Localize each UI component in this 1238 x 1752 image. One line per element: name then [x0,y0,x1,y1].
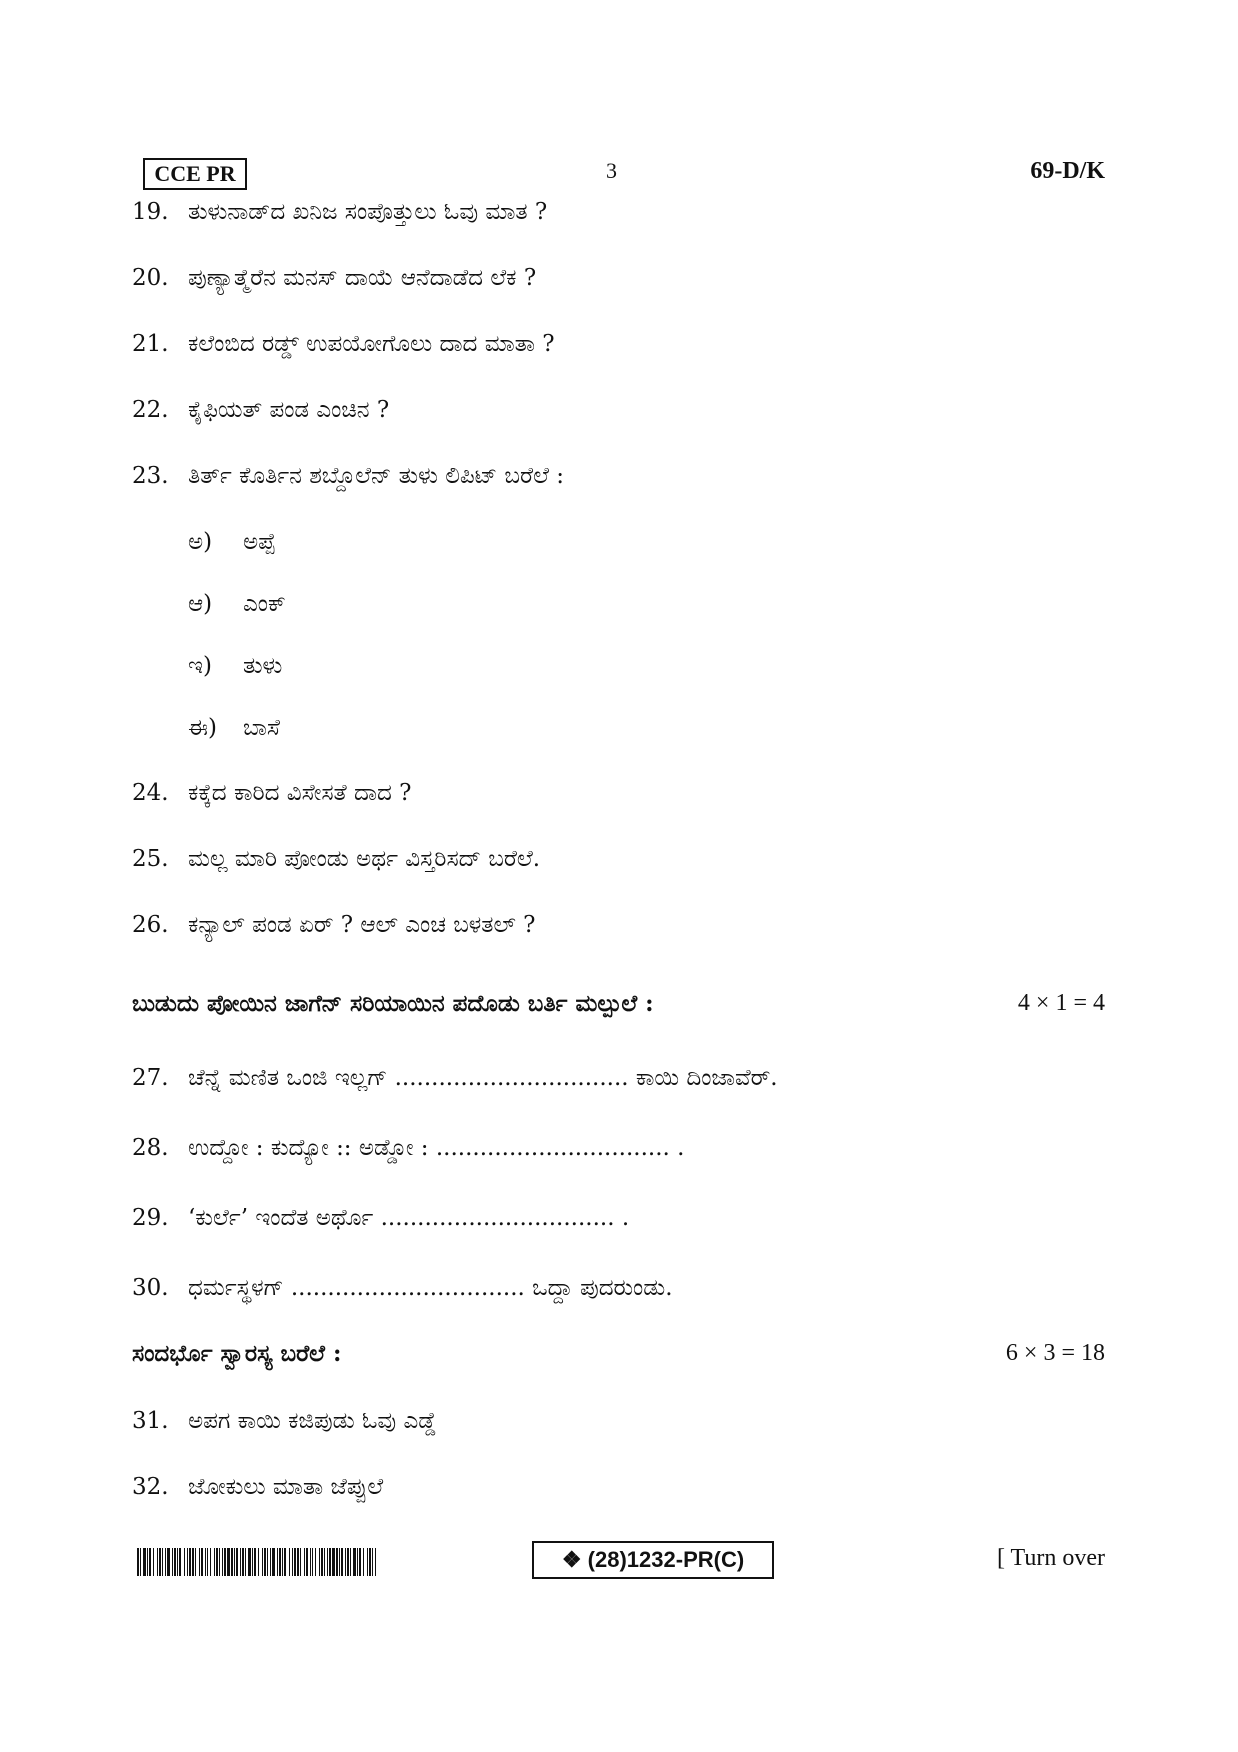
question-19: 19. ತುಳುನಾಡ್‌ದ ಖನಿಜ ಸಂಪೊತ್ತುಲು ಓವು ಮಾತ ? [132,199,548,225]
page-number: 3 [606,158,617,183]
barcode [137,1548,381,1576]
turn-over-label: [ Turn over [996,1545,1105,1571]
question-26: 26. ಕನ್ಯಾಲ್ ಪಂಡ ಏರ್ ? ಆಲ್ ಎಂಚ ಬಳತಲ್ ? [132,912,536,938]
option-b: ಆ) ಎಂಕ್ [188,591,286,617]
question-27: 27. ಚೆನ್ನೆ ಮಣಿತ ಒಂಜಿ ಇಲ್ಲಗ್ ................................ ಕಾಯಿ ದಿಂಜಾವೆರ್. [132,1065,778,1091]
option-c: ಇ) ತುಳು [188,653,283,679]
question-23: 23. ತಿರ್ತ್ ಕೊರ್ತಿನ ಶಬ್ದೊಲೆನ್ ತುಳು ಲಿಪಿಟ್ ಬರೆಲೆ : [132,463,564,489]
question-22: 22. ಕೈಫಿಯತ್ ಪಂಡ ಎಂಚಿನ ? [132,397,390,423]
question-30: 30. ಧರ್ಮಸ್ಥಳಗ್ ................................ ಒದ್ದಾ ಪುದರುಂಡು. [132,1275,673,1301]
paper-code: 69-D/K [1030,158,1105,184]
question-29: 29. ‘ಕುರ್ಲೆ’ ಇಂದೆತ ಅರ್ಥೊ ................................ . [132,1205,630,1231]
section-heading-context: ಸಂದರ್ಭೊ ಸ್ವಾರಸ್ಯ ಬರೆಲೆ : [132,1340,342,1367]
diamond-icon: ❖ [561,1547,582,1572]
paper-label-box: CCE PR [143,158,247,190]
question-32: 32. ಜೋಕುಲು ಮಾತಾ ಜೆಪ್ಪುಲೆ [132,1474,384,1500]
question-paper-code: (28)1232-PR(C) [587,1547,745,1572]
section-marks-fill-blanks: 4 × 1 = 4 [1017,990,1105,1016]
section-marks-context: 6 × 3 = 18 [1005,1340,1105,1366]
question-paper-code-box [532,1541,774,1579]
question-20: 20. ಪುಣ್ಯಾತ್ಮೆರೆನ ಮನಸ್ ದಾಯೆ ಆನೆದಾಡೆದ ಲೆಕ ? [132,265,537,291]
question-24: 24. ಕಕ್ಕೆದ ಕಾರಿದ ವಿಸೇಸತೆ ದಾದ ? [132,780,412,806]
question-21: 21. ಕಲೆಂಬಿದ ರಡ್ಡ್ ಉಪಯೋಗೊಲು ದಾದ ಮಾತಾ ? [132,331,555,357]
question-31: 31. ಅಪಗ ಕಾಯಿ ಕಜಿಪುಡು ಓವು ಎಡ್ಡೆ [132,1408,437,1434]
question-25: 25. ಮಲ್ಲ ಮಾರಿ ಪೋಂಡು ಅರ್ಥ ವಿಸ್ತರಿಸದ್ ಬರೆಲೆ. [132,846,541,872]
option-a: ಅ) ಅಪ್ಪೆ [188,529,276,555]
option-d: ಈ) ಬಾಸೆ [188,715,280,741]
question-28: 28. ಉದ್ದೋ : ಕುದ್ಯೋ :: ಅಡ್ಡೋ : ................................ . [132,1135,685,1161]
section-heading-fill-blanks: ಬುಡುದು ಪೋಯಿನ ಜಾಗೆನ್ ಸರಿಯಾಯಿನ ಪದೊಡು ಬರ್ತಿ ಮಲ್ಪುಲೆ : [132,990,654,1017]
